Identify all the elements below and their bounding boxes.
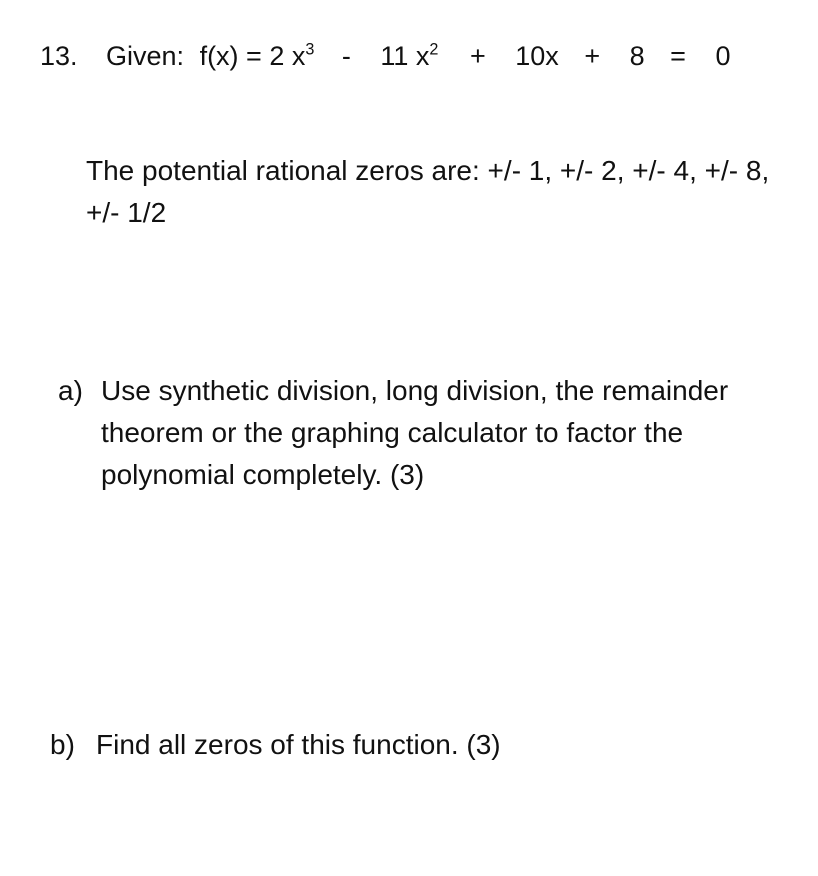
part-a-text: Use synthetic division, long division, the remainder theorem or the graphing calculator to factor the polynomial completely. (3) — [101, 375, 729, 490]
operator-plus-2: + — [584, 41, 601, 71]
term-constant: 8 — [629, 41, 645, 71]
equals-sign: = — [670, 41, 686, 71]
part-a-label: a) — [58, 375, 83, 406]
part-b — [50, 724, 790, 766]
operator-plus-1: + — [469, 41, 486, 71]
term-10x: 10x — [515, 41, 559, 71]
given-label: Given: — [106, 41, 185, 71]
part-a — [58, 370, 798, 496]
question-heading — [40, 40, 731, 71]
part-b-label: b) — [50, 729, 75, 760]
rhs-zero: 0 — [715, 41, 731, 71]
part-b-text: Find all zeros of this function. (3) — [96, 729, 501, 760]
exponent-2: 2 — [429, 40, 439, 59]
function-lhs: f(x) = 2 x — [199, 41, 306, 71]
term-11x: 11 x — [380, 41, 430, 71]
exponent-3: 3 — [305, 40, 315, 59]
question-number: 13. — [40, 41, 78, 71]
operator-minus: - — [341, 41, 351, 71]
potential-zeros-text: The potential rational zeros are: +/- 1, +/- 2, +/- 4, +/- 8, +/- 1/2 — [86, 155, 770, 228]
